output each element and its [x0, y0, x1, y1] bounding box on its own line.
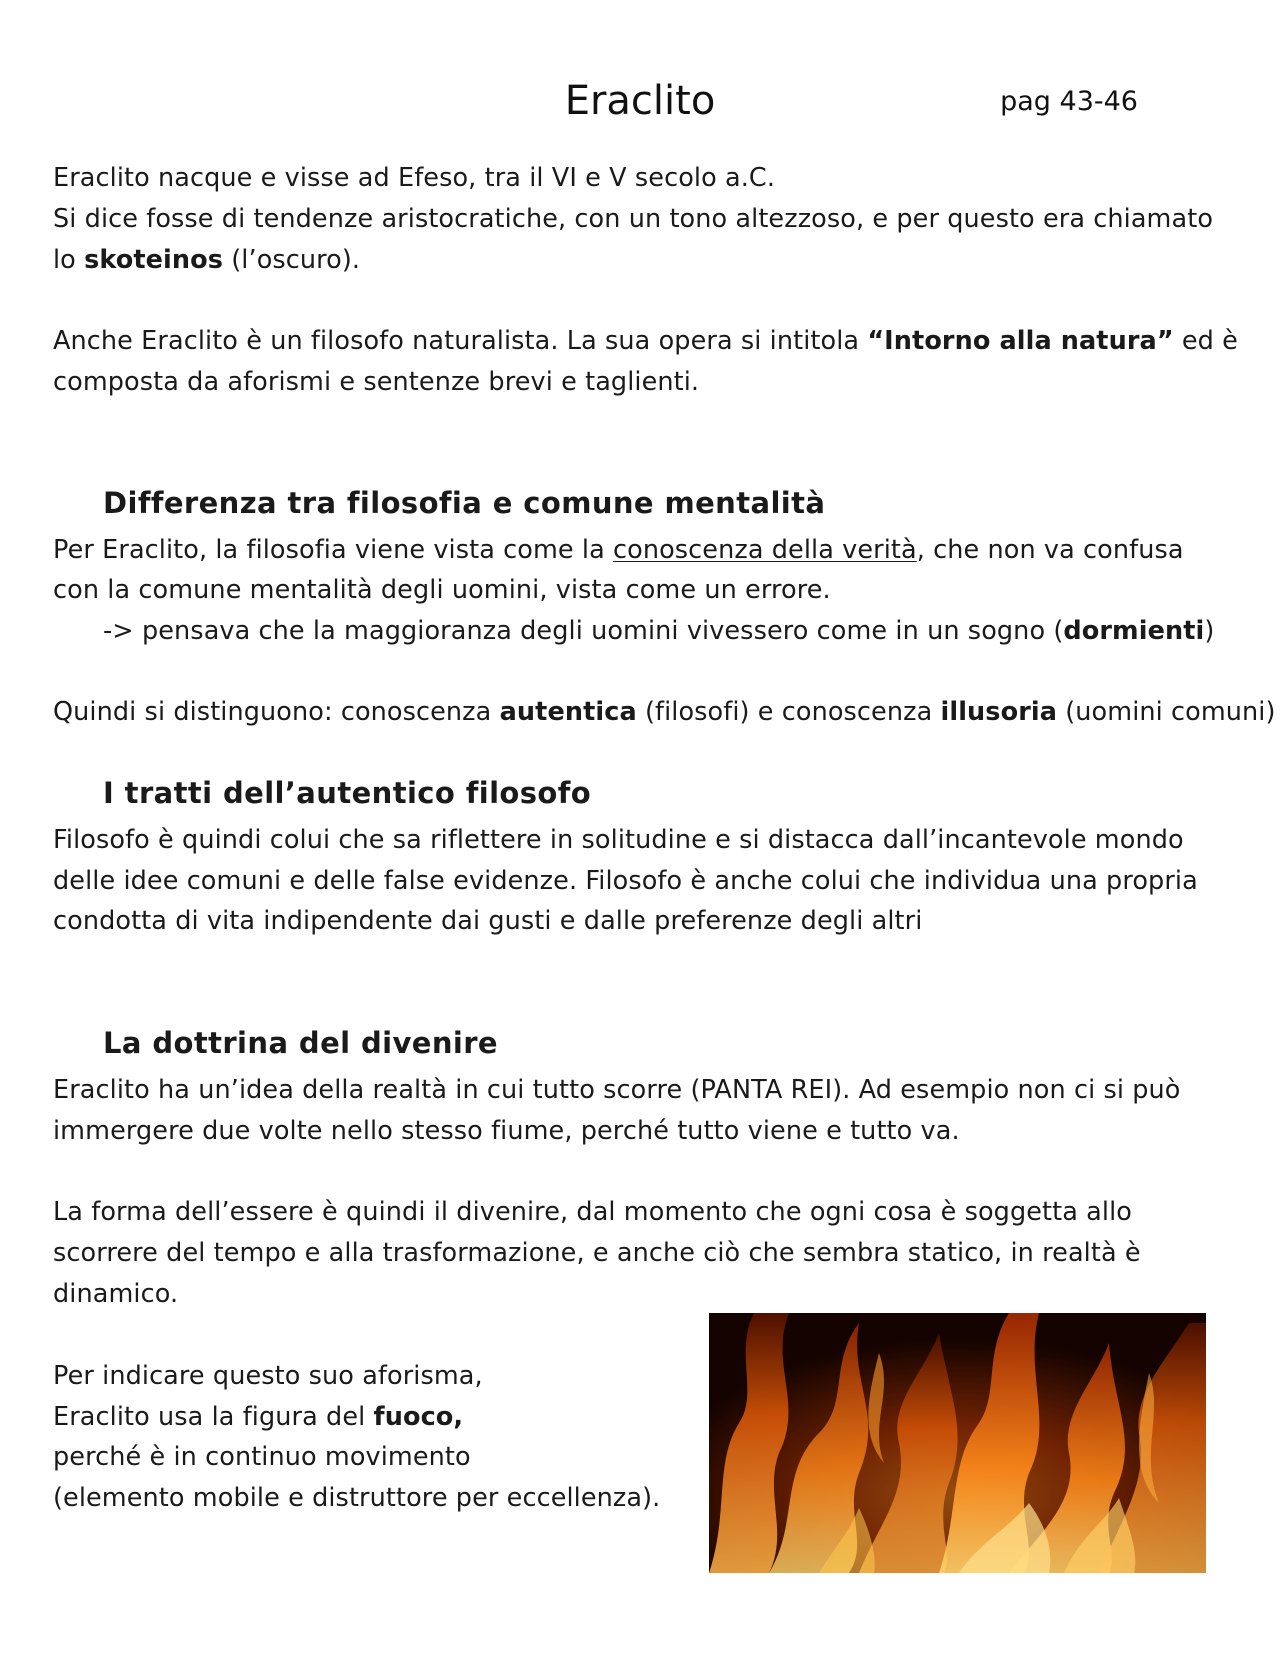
fire-flames-graphic	[709, 1313, 1206, 1573]
s2-line-3: condotta di vita indipendente dai gusti e dalle preferenze degli altri	[53, 906, 923, 936]
work-title: “Intorno alla natura”	[867, 326, 1174, 356]
term-fuoco: fuoco,	[373, 1402, 464, 1432]
term-dormienti: dormienti	[1063, 616, 1205, 646]
intro-line-4: Anche Eraclito è un filosofo naturalista. La sua opera si intitola “Intorno alla natura” ed è	[53, 326, 1238, 356]
intro-line-3: lo skoteinos (l’oscuro).	[53, 245, 361, 275]
section-heading-divenire: La dottrina del divenire	[103, 1026, 498, 1060]
term-illusoria: illusoria	[940, 697, 1058, 727]
s2-line-2: delle idee comuni e delle false evidenze. Filosofo è anche colui che individua una propria	[53, 866, 1198, 896]
s3-line-8: perché è in continuo movimento	[53, 1442, 471, 1472]
s2-line-1: Filosofo è quindi colui che sa riflettere in solitudine e si distacca dall’incantevole mondo	[53, 825, 1184, 855]
s3-line-7: Eraclito usa la figura del fuoco,	[53, 1402, 464, 1432]
page-range: pag 43-46	[1000, 86, 1138, 117]
s3-line-4: scorrere del tempo e alla trasformazione, e anche ciò che sembra statico, in realtà è	[53, 1238, 1141, 1268]
underlined-term: conoscenza della verità	[613, 535, 917, 565]
term-autentica: autentica	[499, 697, 637, 727]
s3-line-2: immergere due volte nello stesso fiume, perché tutto viene e tutto va.	[53, 1116, 960, 1146]
s3-line-6: Per indicare questo suo aforisma,	[53, 1361, 483, 1391]
s3-line-9: (elemento mobile e distruttore per eccellenza).	[53, 1483, 661, 1513]
page-title: Eraclito	[564, 78, 716, 124]
s3-line-3: La forma dell’essere è quindi il divenire, dal momento che ogni cosa è soggetta allo	[53, 1197, 1132, 1227]
s3-line-5: dinamico.	[53, 1279, 179, 1309]
s3-line-1: Eraclito ha un’idea della realtà in cui tutto scorre (PANTA REI). Ad esempio non ci si può	[53, 1075, 1181, 1105]
intro-line-2: Si dice fosse di tendenze aristocratiche, con un tono altezzoso, e per questo era chiamato	[53, 204, 1214, 234]
term-skoteinos: skoteinos	[84, 245, 224, 275]
fire-image	[709, 1313, 1206, 1573]
s1-line-1: Per Eraclito, la filosofia viene vista come la conoscenza della verità, che non va confusa	[53, 535, 1184, 565]
s1-line-3: -> pensava che la maggioranza degli uomini vivessero come in un sogno (dormienti)	[103, 616, 1215, 646]
section-heading-differenza: Differenza tra filosofia e comune mentalità	[103, 486, 826, 520]
intro-line-5: composta da aforismi e sentenze brevi e taglienti.	[53, 367, 700, 397]
s1-line-2: con la comune mentalità degli uomini, vista come un errore.	[53, 575, 831, 605]
s1-line-4: Quindi si distinguono: conoscenza autentica (filosofi) e conoscenza illusoria (uomini comuni)	[53, 697, 1276, 727]
intro-line-1: Eraclito nacque e visse ad Efeso, tra il VI e V secolo a.C.	[53, 163, 776, 193]
section-heading-tratti: I tratti dell’autentico filosofo	[103, 776, 592, 810]
